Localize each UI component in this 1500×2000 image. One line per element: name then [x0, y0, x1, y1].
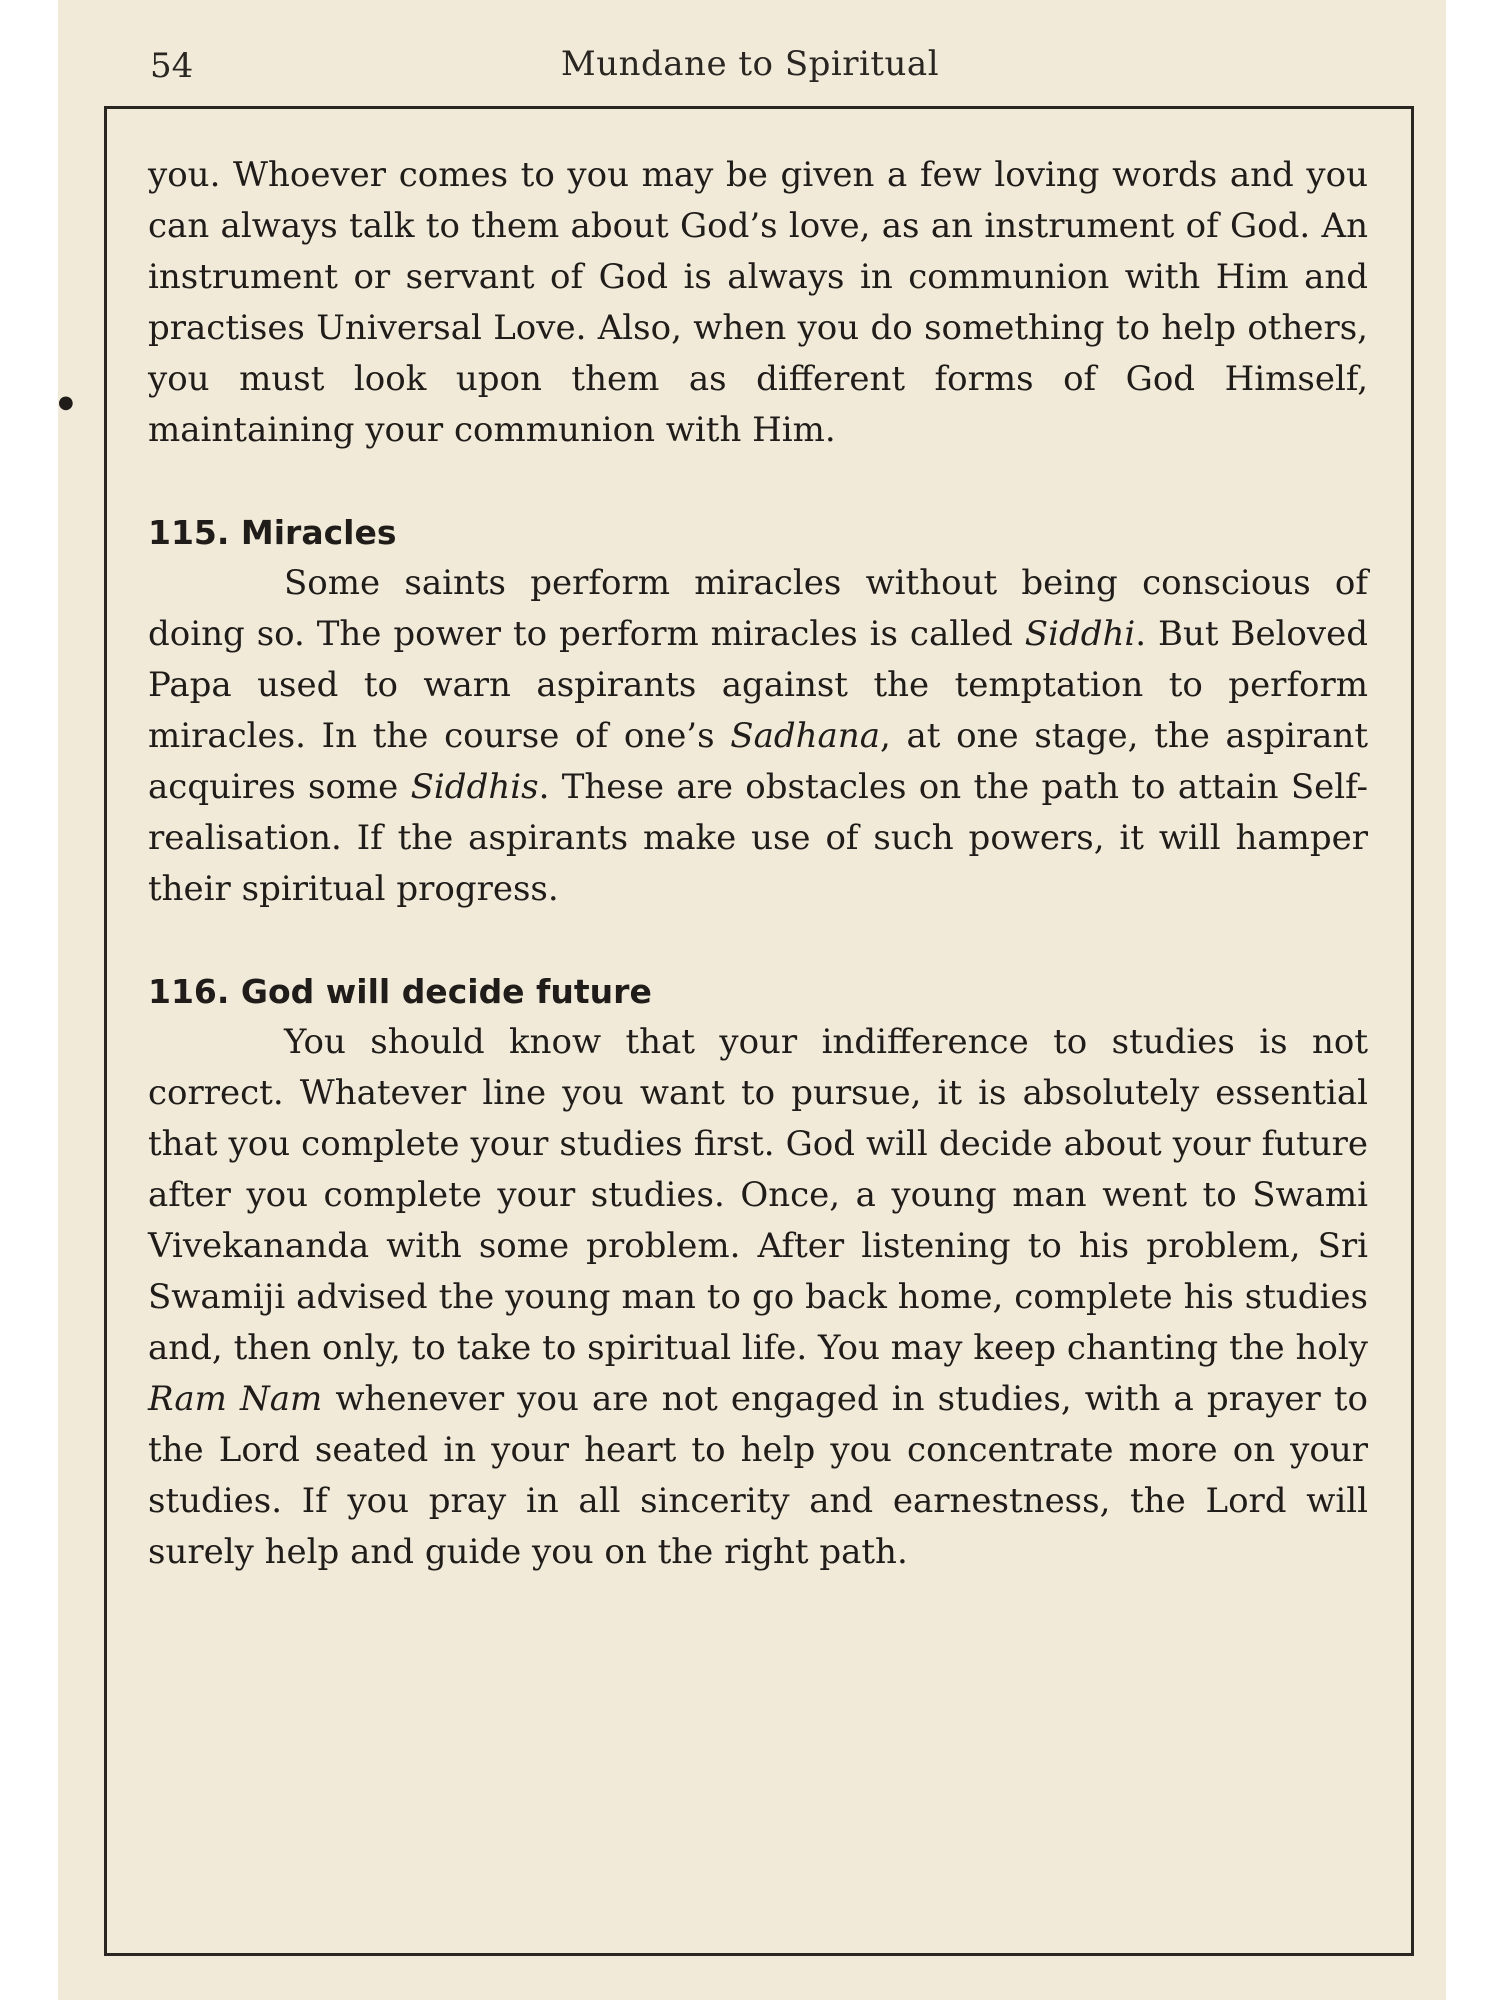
section-gap: [148, 915, 1368, 966]
term-ram-nam: Ram Nam: [148, 1379, 323, 1419]
section-115-paragraph: Some saints perform miracles without being conscious of doing so. The power to perform miracles is called Siddhi. But Beloved Papa used to warn aspirants against the temptation to perform miracles. In the course of one’s Sadhana, at one stage, the aspirant acquires some Siddhis. These are obstacles on the path to attain Self-realisation. If the aspirants make use of such powers, it will hamper their spiritual progress.: [148, 563, 1368, 909]
section-heading-116: 116. God will decide future: [148, 972, 652, 1011]
term-siddhi: Siddhi: [1024, 614, 1136, 654]
running-title: Mundane to Spiritual: [560, 44, 940, 84]
section-116-paragraph: You should know that your indifference to studies is not correct. Whatever line you want to pursue, it is absolutely essential that you complete your studies first. God will decide about your future after you complete your studies. Once, a young man went to Swami Vivekananda with some problem. After listening to his problem, Sri Swamiji advised the young man to go back home, complete his studies and, then only, to take to spiritual life. You may keep chanting the holy Ram Nam whenever you are not engaged in studies, with a prayer to the Lord seated in your heart to help you concentrate more on your studies. If you pray in all sincerity and earnestness, the Lord will surely help and guide you on the right path.: [148, 1022, 1368, 1572]
section-heading-115: 115. Miracles: [148, 513, 397, 552]
page-number: 54: [150, 46, 194, 86]
term-siddhis: Siddhis: [410, 767, 539, 807]
margin-mark: ●: [58, 392, 74, 413]
term-sadhana: Sadhana: [730, 716, 880, 756]
continuation-paragraph: you. Whoever comes to you may be given a few loving words and you can always talk to them about God’s love, as an instrument of God. An instrument or servant of God is always in communion with Him and practises Universal Love. Also, when you do something to help others, you must look upon them as different forms of God Himself, maintaining your communion with Him.: [148, 155, 1368, 450]
page-content: [148, 150, 1368, 1578]
